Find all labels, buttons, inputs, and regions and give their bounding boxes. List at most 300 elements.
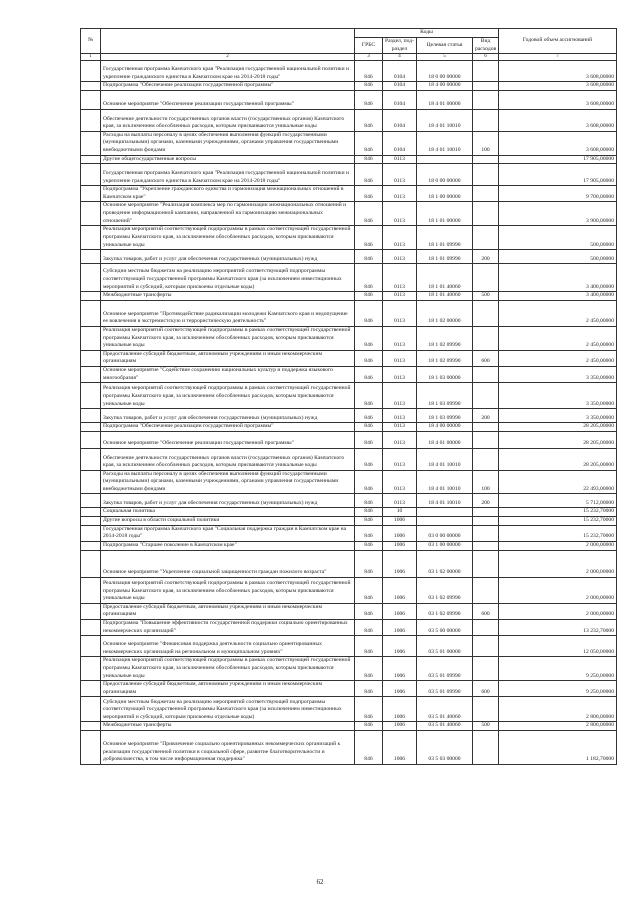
- row-amount: 13 232,70000: [499, 620, 617, 636]
- row-amount: 2 000,00000: [499, 577, 617, 603]
- row-section: 0113: [383, 494, 417, 508]
- row-amount: 15 232,70000: [499, 517, 617, 526]
- row-number: [81, 155, 101, 164]
- row-section: 0104: [383, 131, 417, 155]
- table-row: [81, 508, 617, 517]
- row-section: 0113: [383, 423, 417, 432]
- header-target-article: Целевая статья: [417, 38, 473, 54]
- table-row: [81, 722, 617, 731]
- row-name: Закупка товаров, работ и услуг для обеспечения государственных (муниципальных) нужд: [101, 250, 355, 264]
- row-number: [81, 90, 101, 109]
- row-grbs: 846: [355, 722, 383, 731]
- row-number: [81, 620, 101, 636]
- header-index: 7: [499, 54, 617, 61]
- table-row: [81, 155, 617, 164]
- table-row: [81, 226, 617, 250]
- row-amount: 3 608,00000: [499, 82, 617, 91]
- row-amount: 2 800,00000: [499, 722, 617, 731]
- row-section: 0113: [383, 250, 417, 264]
- row-target-article: 03 5 01 40060: [417, 697, 473, 722]
- row-section: 1006: [383, 722, 417, 731]
- row-name: Подпрограмма "Укрепление гражданского единства и гармонизация межнациональных отношений в Камчатском крае": [101, 186, 355, 202]
- row-section: 0113: [383, 366, 417, 382]
- row-expense-type: [473, 620, 499, 636]
- row-section: 0104: [383, 109, 417, 131]
- row-number: [81, 494, 101, 508]
- row-grbs: 846: [355, 326, 383, 350]
- row-grbs: 846: [355, 517, 383, 526]
- row-target-article: 03 5 01 09990: [417, 681, 473, 697]
- table-row: [81, 494, 617, 508]
- row-number: [81, 525, 101, 541]
- row-section: 0104: [383, 82, 417, 91]
- row-grbs: 846: [355, 109, 383, 131]
- row-grbs: 846: [355, 61, 383, 82]
- row-grbs: 846: [355, 155, 383, 164]
- header-number: №: [81, 29, 101, 54]
- row-target-article: [417, 508, 473, 517]
- row-number: [81, 423, 101, 432]
- row-target-article: 03 1 02 09990: [417, 603, 473, 619]
- row-amount: 1 182,70000: [499, 731, 617, 765]
- row-expense-type: [473, 155, 499, 164]
- row-amount: 500,00000: [499, 226, 617, 250]
- row-section: 0113: [383, 448, 417, 470]
- row-expense-type: [473, 448, 499, 470]
- table-row: [81, 525, 617, 541]
- table-row: [81, 300, 617, 326]
- row-expense-type: [473, 541, 499, 550]
- row-target-article: 03 0 00 00000: [417, 525, 473, 541]
- table-row: [81, 61, 617, 82]
- row-target-article: 03 1 02 09990: [417, 577, 473, 603]
- row-amount: 3 608,00000: [499, 61, 617, 82]
- row-expense-type: 600: [473, 350, 499, 366]
- row-expense-type: 500: [473, 292, 499, 301]
- row-amount: 28 205,00000: [499, 431, 617, 448]
- row-target-article: 18 0 00 00000: [417, 164, 473, 186]
- row-expense-type: [473, 90, 499, 109]
- row-target-article: 18 1 01 00000: [417, 202, 473, 226]
- row-number: [81, 470, 101, 494]
- row-name: Закупка товаров, работ и услуг для обеспечения государственных (муниципальных) нужд: [101, 494, 355, 508]
- row-grbs: 846: [355, 448, 383, 470]
- table-row: [81, 326, 617, 350]
- row-amount: 28 205,00000: [499, 448, 617, 470]
- row-target-article: 18 1 03 09990: [417, 383, 473, 409]
- table-row: [81, 620, 617, 636]
- row-target-article: 18 4 01 00000: [417, 90, 473, 109]
- row-number: [81, 202, 101, 226]
- row-name: Социальная политика: [101, 508, 355, 517]
- row-name: Закупка товаров, работ и услуг для обеспечения государственных (муниципальных) нужд: [101, 409, 355, 423]
- row-amount: 2 000,00000: [499, 603, 617, 619]
- row-section: 0113: [383, 383, 417, 409]
- header-index: 2: [101, 54, 355, 61]
- row-name: Реализация мероприятий соответствующей подпрограммы в рамках соответствующей государственной программы Камчатского края, за исключением обособленных расходов, которым присваиваются уникальные коды: [101, 657, 355, 681]
- row-expense-type: [473, 300, 499, 326]
- row-number: [81, 226, 101, 250]
- row-name: Реализация мероприятий соответствующей подпрограммы в рамках соответствующей государственной программы Камчатского края, за исключением обособленных расходов, которым присваиваются уникальные коды: [101, 577, 355, 603]
- row-expense-type: [473, 82, 499, 91]
- row-name: Предоставление субсидий бюджетным, автономным учреждениям и иным некоммерческим организациям: [101, 603, 355, 619]
- row-expense-type: [473, 383, 499, 409]
- row-grbs: 846: [355, 697, 383, 722]
- row-section: 0104: [383, 90, 417, 109]
- header-index: 4: [383, 54, 417, 61]
- table-row: [81, 366, 617, 382]
- row-expense-type: [473, 366, 499, 382]
- row-name: Основное мероприятие "Финансовая поддержка деятельности социально ориентированных некоммерческих организаций на региональном и муниципальном уровнях": [101, 636, 355, 657]
- row-section: 1006: [383, 681, 417, 697]
- row-target-article: 18 4 00 00000: [417, 423, 473, 432]
- row-grbs: 846: [355, 82, 383, 91]
- row-grbs: 846: [355, 494, 383, 508]
- row-number: [81, 326, 101, 350]
- table-row: [81, 423, 617, 432]
- table-row: [81, 657, 617, 681]
- row-name: Реализация мероприятий соответствующей подпрограммы в рамках соответствующей государственной программы Камчатского края, за исключением обособленных расходов, которым присваиваются уникальные коды: [101, 226, 355, 250]
- row-section: 0113: [383, 292, 417, 301]
- table-row: [81, 550, 617, 577]
- row-target-article: [417, 517, 473, 526]
- row-name: Обеспечение деятельности государственных органов власти (государственных органов) Камчатского края, за исключением обособленных расходов, которым присваиваются уникальные коды: [101, 109, 355, 131]
- row-number: [81, 366, 101, 382]
- row-number: [81, 577, 101, 603]
- row-amount: 15 232,70000: [499, 525, 617, 541]
- row-number: [81, 186, 101, 202]
- row-target-article: 03 1 02 00000: [417, 550, 473, 577]
- row-grbs: 846: [355, 525, 383, 541]
- row-name: Реализация мероприятий соответствующей подпрограммы в рамках соответствующей государственной программы Камчатского края, за исключением обособленных расходов, которым присваиваются уникальные коды: [101, 383, 355, 409]
- row-expense-type: 600: [473, 681, 499, 697]
- row-amount: 2 800,00000: [499, 697, 617, 722]
- table-row: [81, 409, 617, 423]
- row-target-article: 18 4 01 10010: [417, 494, 473, 508]
- row-target-article: 18 4 01 10010: [417, 470, 473, 494]
- row-number: [81, 292, 101, 301]
- row-section: 1006: [383, 550, 417, 577]
- row-grbs: 846: [355, 657, 383, 681]
- row-target-article: 18 4 01 10010: [417, 109, 473, 131]
- row-amount: 17 905,00000: [499, 164, 617, 186]
- table-row: [81, 603, 617, 619]
- row-number: [81, 550, 101, 577]
- row-number: [81, 164, 101, 186]
- row-section: 1006: [383, 636, 417, 657]
- row-number: [81, 300, 101, 326]
- row-expense-type: [473, 226, 499, 250]
- row-section: 0113: [383, 186, 417, 202]
- row-section: 0113: [383, 155, 417, 164]
- table-row: [81, 164, 617, 186]
- row-target-article: 18 1 02 09990: [417, 326, 473, 350]
- row-number: [81, 409, 101, 423]
- table-row: [81, 250, 617, 264]
- row-grbs: 846: [355, 636, 383, 657]
- row-expense-type: [473, 577, 499, 603]
- row-name: Подпрограмма "Повышение эффективности государственной поддержки социально ориентированных некоммерческих организаций": [101, 620, 355, 636]
- row-grbs: 846: [355, 164, 383, 186]
- row-expense-type: [473, 164, 499, 186]
- row-amount: 2 000,00000: [499, 541, 617, 550]
- row-name: Государственная программа Камчатского края "Социальная поддержка граждан в Камчатском крае на 2014-2018 годы": [101, 525, 355, 541]
- row-number: [81, 603, 101, 619]
- row-amount: 2 450,00000: [499, 300, 617, 326]
- row-target-article: 18 1 02 09990: [417, 350, 473, 366]
- row-name: Государственная программа Камчатского края "Реализация государственной национальной политики и укрепление гражданского единства в Камчатском крае на 2014-2018 годы": [101, 61, 355, 82]
- row-grbs: 846: [355, 250, 383, 264]
- row-amount: 3 400,00000: [499, 264, 617, 292]
- row-grbs: 846: [355, 186, 383, 202]
- row-number: [81, 109, 101, 131]
- row-target-article: 18 1 00 00000: [417, 186, 473, 202]
- row-target-article: 03 5 01 09990: [417, 657, 473, 681]
- row-amount: 22 493,00000: [499, 470, 617, 494]
- row-target-article: 18 4 01 10010: [417, 131, 473, 155]
- row-number: [81, 517, 101, 526]
- row-expense-type: [473, 264, 499, 292]
- row-section: 0113: [383, 202, 417, 226]
- row-amount: 3 608,00000: [499, 90, 617, 109]
- row-section: 0113: [383, 409, 417, 423]
- row-expense-type: [473, 423, 499, 432]
- row-target-article: 18 0 00 00000: [417, 61, 473, 82]
- row-target-article: 18 4 01 00000: [417, 431, 473, 448]
- row-grbs: 846: [355, 681, 383, 697]
- table-header: [81, 29, 617, 61]
- table-row: [81, 448, 617, 470]
- row-expense-type: [473, 525, 499, 541]
- row-section: 0113: [383, 264, 417, 292]
- row-amount: 9 700,00000: [499, 186, 617, 202]
- page-number: 62: [316, 878, 324, 886]
- header-sum: Годовой объем ассигнований: [499, 29, 617, 54]
- row-target-article: 18 1 02 00000: [417, 300, 473, 326]
- row-name: Субсидии местным бюджетам на реализацию мероприятий соответствующей подпрограммы соответствующей государственной программы Камчатского края (за исключением инвестиционных мероприятий и субсидий, которым присвоены отдельные коды): [101, 697, 355, 722]
- header-index: 5: [417, 54, 473, 61]
- header-index: 1: [81, 54, 101, 61]
- row-name: Подпрограмма "Обеспечение реализации государственной программы": [101, 82, 355, 91]
- row-number: [81, 383, 101, 409]
- table-row: [81, 681, 617, 697]
- row-section: 0113: [383, 431, 417, 448]
- row-section: 1006: [383, 697, 417, 722]
- row-amount: 500,00000: [499, 250, 617, 264]
- table-body: [81, 61, 617, 765]
- row-expense-type: 100: [473, 131, 499, 155]
- header-codes-group: Коды: [355, 29, 499, 38]
- row-amount: 3 608,00000: [499, 131, 617, 155]
- table-row: [81, 90, 617, 109]
- row-expense-type: 200: [473, 409, 499, 423]
- row-target-article: 03 5 00 00000: [417, 620, 473, 636]
- row-expense-type: [473, 636, 499, 657]
- row-section: 1006: [383, 525, 417, 541]
- row-name: Другие вопросы в области социальной политики: [101, 517, 355, 526]
- row-name: Основное мероприятие "Реализация комплекса мер по гармонизации межнациональных отношений и проведение информационной кампании, направленной на гармонизацию межнациональных отношений": [101, 202, 355, 226]
- row-grbs: 846: [355, 131, 383, 155]
- row-section: 0113: [383, 300, 417, 326]
- table-row: [81, 470, 617, 494]
- row-amount: 3 900,00000: [499, 202, 617, 226]
- row-number: [81, 350, 101, 366]
- table-row: [81, 350, 617, 366]
- row-target-article: 18 1 01 09990: [417, 250, 473, 264]
- table-row: [81, 82, 617, 91]
- header-index: 3: [355, 54, 383, 61]
- row-grbs: 846: [355, 383, 383, 409]
- row-section: 1006: [383, 657, 417, 681]
- row-amount: 2 450,00000: [499, 350, 617, 366]
- row-number: [81, 657, 101, 681]
- row-number: [81, 61, 101, 82]
- row-target-article: 18 4 01 10010: [417, 448, 473, 470]
- row-name: Основное мероприятие "Обеспечение реализации государственной программы": [101, 431, 355, 448]
- row-number: [81, 250, 101, 264]
- row-name: Основное мероприятие "Привлечение социально ориентированных некоммерческих организаций к реализации государственной политики в социальной сфере, развитие благотворительности и добровольчества, в том числе информационная поддержка": [101, 731, 355, 765]
- row-target-article: 03 1 00 00000: [417, 541, 473, 550]
- row-number: [81, 697, 101, 722]
- row-grbs: 846: [355, 577, 383, 603]
- table-row: [81, 292, 617, 301]
- row-target-article: 18 4 00 00000: [417, 82, 473, 91]
- row-name: Обеспечение деятельности государственных органов власти (государственных органов) Камчатского края, за исключением обособленных расходов, которым присваиваются уникальные коды: [101, 448, 355, 470]
- row-name: Основное мероприятие "Обеспечение реализации государственной программы": [101, 90, 355, 109]
- row-expense-type: [473, 517, 499, 526]
- row-amount: 3 350,00000: [499, 383, 617, 409]
- row-amount: 9 250,00000: [499, 681, 617, 697]
- row-amount: 2 450,00000: [499, 326, 617, 350]
- row-section: 1006: [383, 577, 417, 603]
- header-section: Раздел, под-раздел: [383, 38, 417, 54]
- row-number: [81, 636, 101, 657]
- table-row: [81, 731, 617, 765]
- row-grbs: 846: [355, 731, 383, 765]
- row-expense-type: 600: [473, 603, 499, 619]
- row-amount: 28 205,00000: [499, 423, 617, 432]
- row-number: [81, 82, 101, 91]
- row-number: [81, 448, 101, 470]
- row-target-article: [417, 155, 473, 164]
- row-section: 0113: [383, 350, 417, 366]
- row-section: 1006: [383, 541, 417, 550]
- row-name: Межбюджетные трансферты: [101, 722, 355, 731]
- row-grbs: 846: [355, 423, 383, 432]
- row-expense-type: [473, 657, 499, 681]
- row-grbs: 846: [355, 409, 383, 423]
- row-name: Подпрограмма "Старшее поколение в Камчатском крае": [101, 541, 355, 550]
- row-expense-type: 200: [473, 494, 499, 508]
- row-expense-type: 100: [473, 470, 499, 494]
- row-target-article: 18 1 01 40060: [417, 264, 473, 292]
- table-row: [81, 131, 617, 155]
- row-target-article: 03 5 01 40060: [417, 722, 473, 731]
- row-name: Основное мероприятие "Содействие сохранению национальных культур и поддержка языкового многообразия": [101, 366, 355, 382]
- row-section: 10: [383, 508, 417, 517]
- row-expense-type: 200: [473, 250, 499, 264]
- row-grbs: 846: [355, 350, 383, 366]
- row-amount: 3 350,00000: [499, 366, 617, 382]
- row-amount: 12 050,00000: [499, 636, 617, 657]
- row-grbs: 846: [355, 470, 383, 494]
- table-row: [81, 577, 617, 603]
- row-section: 1006: [383, 731, 417, 765]
- row-number: [81, 722, 101, 731]
- row-number: [81, 431, 101, 448]
- row-name: Основное мероприятие "Противодействие радикализации молодежи Камчатского края и недопущение ее вовлечения в экстремистскую и террористическую деятельность": [101, 300, 355, 326]
- row-amount: 3 400,00000: [499, 292, 617, 301]
- row-expense-type: [473, 109, 499, 131]
- row-grbs: 846: [355, 292, 383, 301]
- row-amount: 17 905,00000: [499, 155, 617, 164]
- row-number: [81, 508, 101, 517]
- row-name: Государственная программа Камчатского края "Реализация государственной национальной политики и укрепление гражданского единства в Камчатском крае на 2014-2018 годы": [101, 164, 355, 186]
- row-grbs: 846: [355, 541, 383, 550]
- row-section: 0113: [383, 326, 417, 350]
- row-grbs: 846: [355, 620, 383, 636]
- table-row: [81, 636, 617, 657]
- row-grbs: 846: [355, 202, 383, 226]
- header-index: 6: [473, 54, 499, 61]
- row-expense-type: [473, 431, 499, 448]
- row-name: Подпрограмма "Обеспечение реализации государственной программы": [101, 423, 355, 432]
- row-grbs: 846: [355, 508, 383, 517]
- row-number: [81, 731, 101, 765]
- row-expense-type: [473, 61, 499, 82]
- table-row: [81, 431, 617, 448]
- row-name: Субсидии местным бюджетам на реализацию мероприятий соответствующей подпрограммы соответствующей государственной программы Камчатского края (за исключением инвестиционных мероприятий и субсидий, которым присвоены отдельные коды): [101, 264, 355, 292]
- row-amount: 9 250,00000: [499, 657, 617, 681]
- row-grbs: 846: [355, 226, 383, 250]
- table-row: [81, 109, 617, 131]
- row-target-article: 03 5 01 00000: [417, 636, 473, 657]
- row-number: [81, 681, 101, 697]
- row-name: Межбюджетные трансферты: [101, 292, 355, 301]
- row-section: 1006: [383, 517, 417, 526]
- row-grbs: 846: [355, 431, 383, 448]
- row-grbs: 846: [355, 264, 383, 292]
- row-grbs: 846: [355, 366, 383, 382]
- row-number: [81, 131, 101, 155]
- row-section: 1006: [383, 603, 417, 619]
- row-expense-type: [473, 550, 499, 577]
- row-grbs: 846: [355, 550, 383, 577]
- table-row: [81, 541, 617, 550]
- header-name: [101, 29, 355, 54]
- row-target-article: 18 1 03 09990: [417, 409, 473, 423]
- row-name: Предоставление субсидий бюджетным, автономным учреждениям и иным некоммерческим организациям: [101, 350, 355, 366]
- row-section: 0113: [383, 226, 417, 250]
- table-row: [81, 697, 617, 722]
- row-expense-type: 500: [473, 722, 499, 731]
- row-grbs: 846: [355, 90, 383, 109]
- row-expense-type: [473, 326, 499, 350]
- row-section: 0113: [383, 470, 417, 494]
- row-name: Расходы на выплаты персоналу в целях обеспечения выполнения функций государственными (муниципальными) органами, казенными учреждениями, органами управления государственными внебюджетными фондами: [101, 131, 355, 155]
- row-section: 1006: [383, 620, 417, 636]
- table-row: [81, 202, 617, 226]
- row-target-article: 18 1 01 40060: [417, 292, 473, 301]
- row-expense-type: [473, 697, 499, 722]
- row-amount: 15 232,70000: [499, 508, 617, 517]
- table-row: [81, 383, 617, 409]
- budget-table: [80, 28, 617, 765]
- row-expense-type: [473, 186, 499, 202]
- row-name: Другие общегосударственные вопросы: [101, 155, 355, 164]
- row-target-article: 18 1 01 09990: [417, 226, 473, 250]
- header-grbs: ГРБС: [355, 38, 383, 54]
